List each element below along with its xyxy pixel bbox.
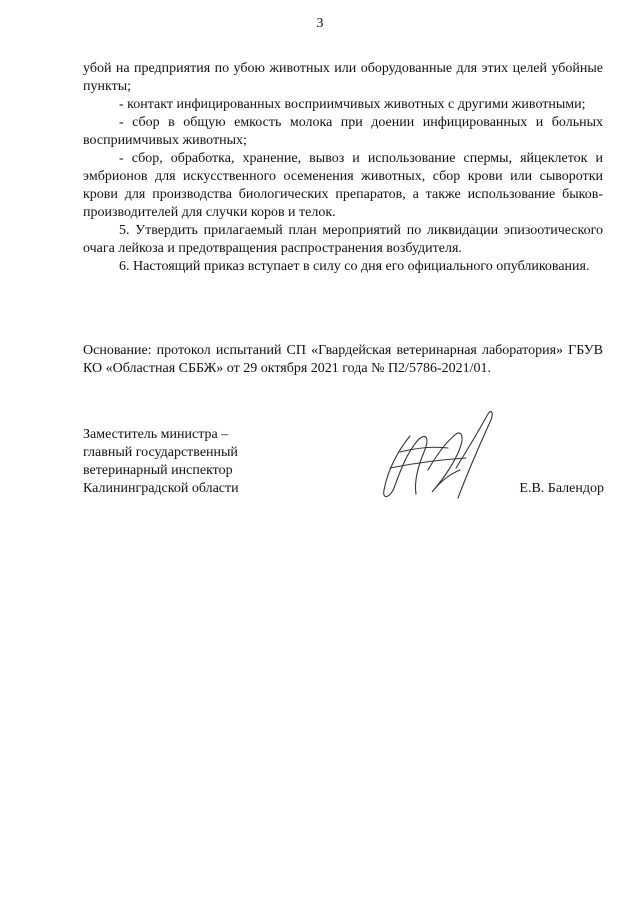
- list-item-contact: - контакт инфицированных восприимчивых животных с другими животными;: [119, 97, 586, 112]
- clause-5: 5. Утвердить прилагаемый план мероприятий по ликвидации эпизоотического очага лейкоза и предотвращения распространения возбудителя.: [83, 223, 603, 256]
- signer-name: Е.В. Балендор: [519, 481, 604, 496]
- basis-note: Основание: протокол испытаний СП «Гвардейская ветеринарная лаборатория» ГБУВ КО «Областная СББЖ» от 29 октября 2021 года № П2/5786-2021/01.: [83, 343, 603, 376]
- page-number: 3: [316, 16, 324, 31]
- document-body: [83, 60, 603, 276]
- signer-title-line: Заместитель министра –: [83, 427, 229, 442]
- handwritten-signature: [370, 408, 500, 508]
- signer-title-line: Калининградской области: [83, 481, 239, 496]
- list-item-milk: - сбор в общую емкость молока при доении инфицированных и больных восприимчивых животных;: [83, 115, 603, 148]
- signer-title-block: [83, 426, 303, 498]
- signer-title-line: главный государственный: [83, 445, 238, 460]
- list-item-sperm: - сбор, обработка, хранение, вывоз и использование спермы, яйцеклеток и эмбрионов для искусственного осеменения животных, сбор крови или сыворотки крови для производства биологических препаратов, а также использование быков-производителей для случки коров и телок.: [83, 151, 603, 220]
- clause-6: 6. Настоящий приказ вступает в силу со дня его официального опубликования.: [119, 259, 590, 274]
- signer-title-line: ветеринарный инспектор: [83, 463, 233, 478]
- paragraph-continuation: убой на предприятия по убою животных или оборудованные для этих целей убойные пункты;: [83, 61, 603, 94]
